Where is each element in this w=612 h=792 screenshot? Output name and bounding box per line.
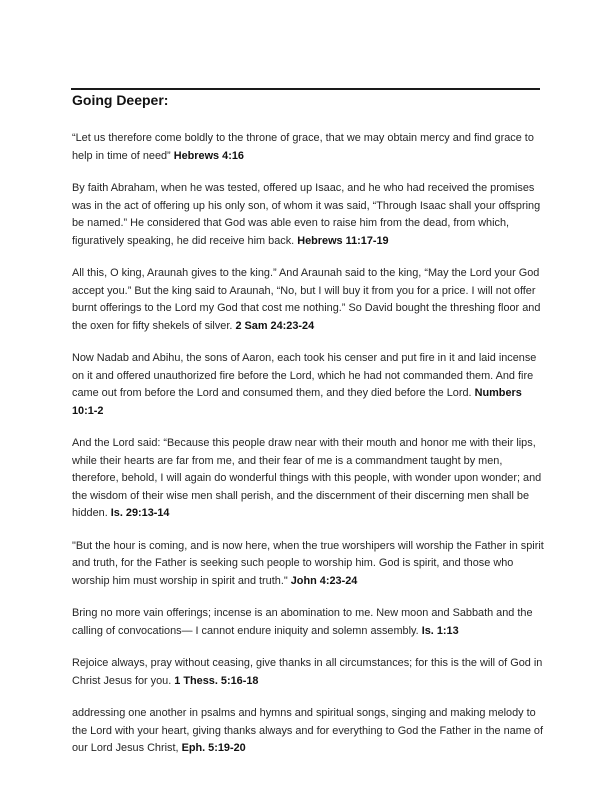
passage-text: addressing one another in psalms and hymns and spiritual songs, singing and making melody to the Lord with your heart, giving thanks always and for everything to God the Father in the name of our Lord Jesus Christ, [72, 707, 543, 754]
passage-text: “Let us therefore come boldly to the throne of grace, that we may obtain mercy and find grace to help in time of need” [72, 132, 534, 162]
passage-numbers-10-1 [72, 350, 544, 420]
scripture-reference: Hebrews 4:16 [173, 149, 244, 162]
passage-hebrews-4-16 [72, 130, 544, 165]
passage-text: And the Lord said: “Because this people draw near with their mouth and honor me with their lips, while their hearts are far from me, and their fear of me is a commandment taught by men, therefore, behold, I will again do wonderful things with this people, with wonder upon wonder; and the wisdom of their wise men shall perish, and the discernment of their discerning men shall be hidden. [72, 437, 542, 519]
passage-text: Rejoice always, pray without ceasing, give thanks in all circumstances; for this is the will of God in Christ Jesus for you. [72, 657, 543, 687]
passage-text: "But the hour is coming, and is now here, when the true worshipers will worship the Father in spirit and truth, for the Father is seeking such people to worship him. God is spirit, and those who worship him must worship in spirit and truth." [72, 539, 544, 587]
scripture-reference: Eph. 5:19-20 [181, 742, 246, 754]
scripture-reference: Numbers 10:1-2 [72, 387, 522, 417]
scripture-reference: Is. 29:13-14 [110, 507, 170, 519]
passage-text: Now Nadab and Abihu, the sons of Aaron, each took his censer and put fire in it and laid incense on it and offered unauthorized fire before the Lord, which he had not commanded them. And fire came out from before the Lord and consumed them, and they died before the Lord. [72, 352, 537, 399]
passage-isaiah-1-13 [72, 605, 544, 640]
passage-hebrews-11-17 [72, 180, 544, 250]
passage-isaiah-29-13 [72, 435, 544, 523]
passage-text: By faith Abraham, when he was tested, offered up Isaac, and he who had received the promises was in the act of offering up his only son, of whom it was said, “Through Isaac shall your offspring be named.” He considered that God was able even to raise him from the dead, from which, figuratively speaking, he did receive him back. [72, 182, 541, 247]
passages-list [72, 130, 544, 773]
passage-john-4-23 [72, 538, 544, 591]
scripture-reference: 1 Thess. 5:16-18 [174, 674, 259, 687]
scripture-reference: John 4:23-24 [290, 574, 358, 587]
scripture-reference: 2 Sam 24:23-24 [235, 319, 315, 332]
passage-text: Bring no more vain offerings; incense is an abomination to me. New moon and Sabbath and the calling of convocations— I cannot endure iniquity and solemn assembly. [72, 607, 533, 637]
scripture-reference: Hebrews 11:17-19 [297, 234, 389, 247]
passage-2-sam-24-23 [72, 265, 544, 335]
passage-1-thess-5-16 [72, 655, 544, 690]
passage-eph-5-19 [72, 705, 544, 758]
section-divider [71, 88, 540, 90]
passage-text: All this, O king, Araunah gives to the king.” And Araunah said to the king, “May the Lord your God accept you.” But the king said to Araunah, “No, but I will buy it from you for a price. I will not offer burnt offerings to the Lord my God that cost me nothing.” So David bought the threshing floor and the oxen for fifty shekels of silver. [72, 267, 541, 332]
section-heading: Going Deeper: [72, 92, 169, 108]
scripture-reference: Is. 1:13 [421, 624, 459, 637]
